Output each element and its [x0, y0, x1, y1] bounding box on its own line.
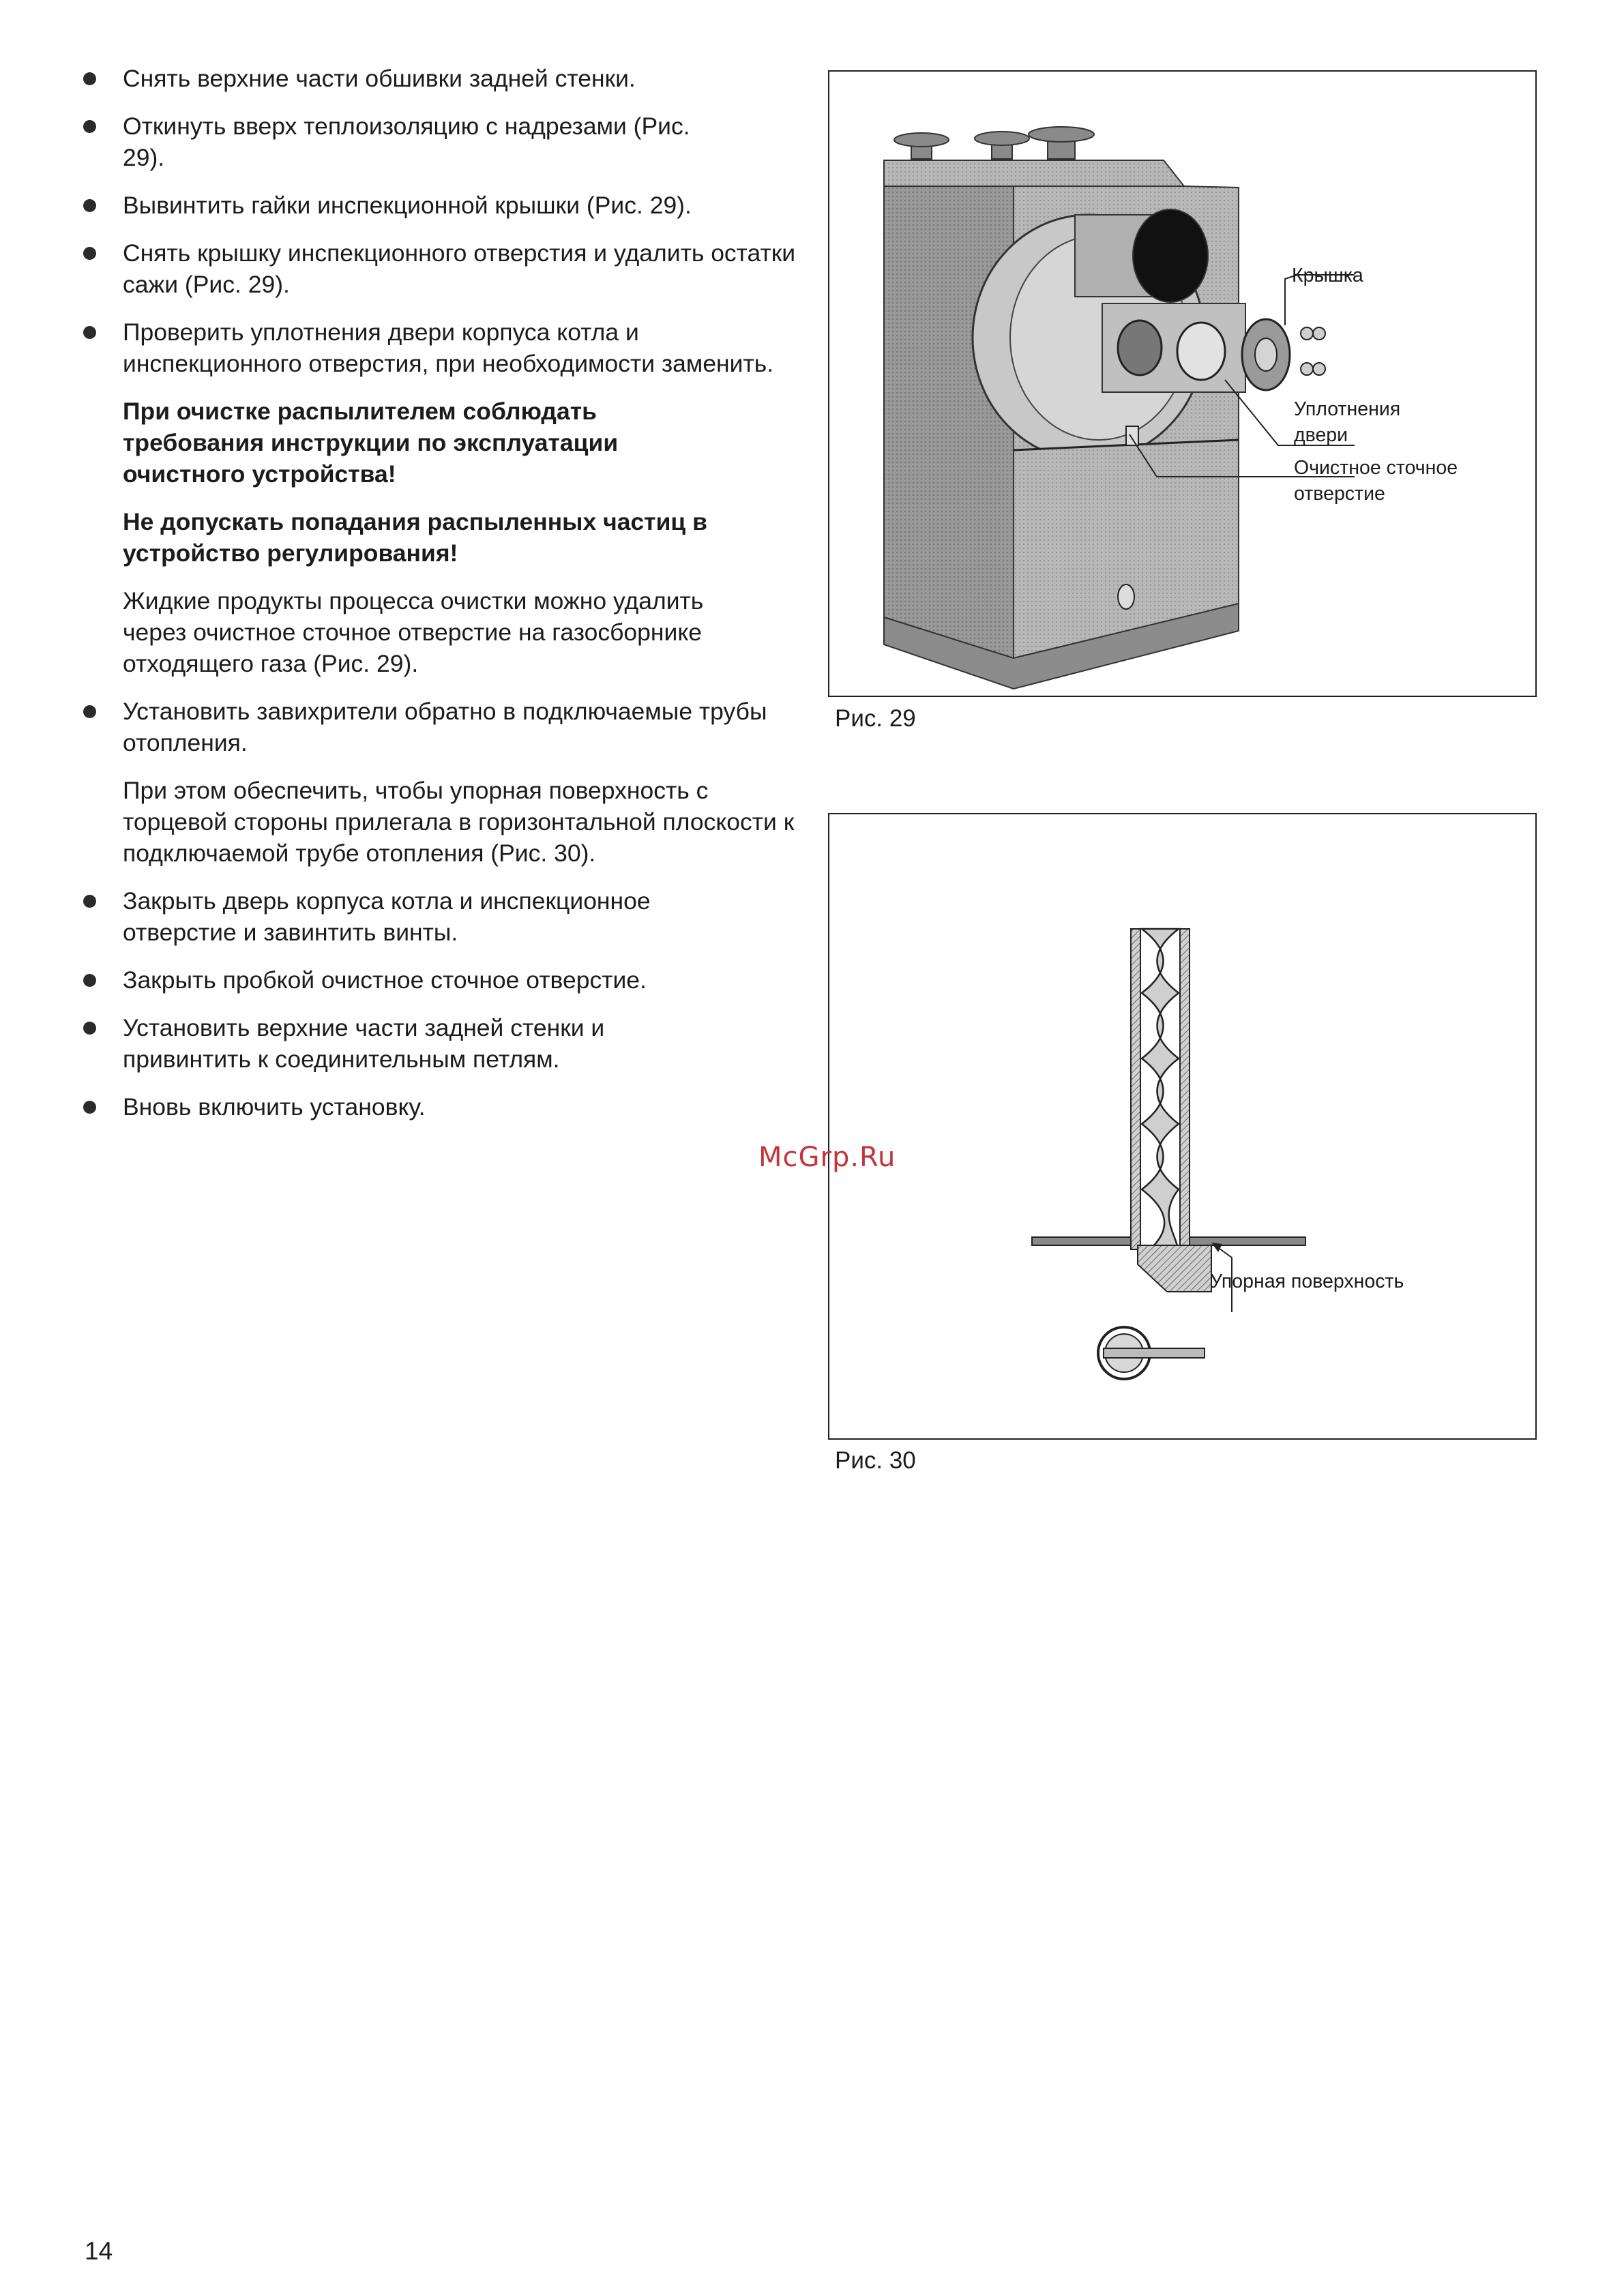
instructions-column: [80, 63, 796, 1139]
warning-spray-cleaning: При очистке распылителем соблюдать требования инструкции по эксплуатации очистного устройства!: [123, 398, 619, 488]
bullet-icon: [83, 247, 96, 260]
instruction-item: Закрыть пробкой очистное сточное отверстие.: [80, 964, 769, 996]
tube-plate-left: [1032, 1237, 1131, 1245]
watermark: McGrp.Ru: [758, 1142, 896, 1173]
bullet-icon: [83, 72, 96, 85]
instruction-item: Вновь включить установку.: [80, 1091, 769, 1123]
cover-nuts: [1301, 327, 1325, 375]
instruction-item: Проверить уплотнения двери корпуса котла и инспекционного отверстия, при необходимости заменить.: [80, 316, 791, 379]
turbulator-cross-section: [1098, 1327, 1205, 1379]
stop-plate: [1138, 1245, 1211, 1292]
bullet-icon: [83, 1101, 96, 1114]
bullet-icon: [83, 1022, 96, 1035]
tube-plate-right: [1190, 1237, 1305, 1245]
bullet-icon: [83, 974, 96, 987]
figure-30-caption: Рис. 30: [835, 1447, 916, 1474]
turbulator: [1142, 929, 1179, 1249]
label-door-seals-2: двери: [1294, 424, 1348, 446]
turbulator-illustration: [829, 814, 1535, 1438]
bullet-icon: [83, 895, 96, 908]
note-liquid-residue: Жидкие продукты процесса очистки можно удалить через очистное сточное отверстие на газосборнике отходящего газа (Рис. 29).: [123, 587, 704, 677]
label-cover: Крышка: [1292, 265, 1363, 286]
top-connections: [894, 127, 1094, 159]
instruction-item: Откинуть вверх теплоизоляцию с надрезами (Рис. 29).: [80, 110, 737, 173]
inspection-seal: [1177, 323, 1225, 380]
boiler-side-panel: [884, 186, 1014, 658]
instruction-item: Закрыть дверь корпуса котла и инспекционное отверстие и завинтить винты.: [80, 885, 737, 948]
boiler-illustration: [829, 72, 1535, 696]
label-stop-surface: Упорная поверхность: [1210, 1271, 1404, 1292]
figure-29: [828, 70, 1537, 697]
page-number: 14: [85, 2237, 113, 2265]
label-door-seals-1: Уплотнения: [1294, 398, 1401, 420]
warning-control-unit: Не допускать попадания распыленных частиц в устройство регулирования!: [123, 508, 707, 567]
bullet-icon: [83, 705, 96, 718]
bullet-icon: [83, 326, 96, 339]
boiler-top: [884, 160, 1184, 186]
bullet-icon: [83, 120, 96, 133]
instruction-item: Установить верхние части задней стенки и привинтить к соединительным петлям.: [80, 1012, 737, 1075]
bullet-icon: [83, 199, 96, 212]
instruction-item: Вывинтить гайки инспекционной крышки (Рис. 29).: [80, 190, 769, 221]
note-stop-surface: При этом обеспечить, чтобы упорная поверхность с торцевой стороны прилегала в горизонтальной плоскости к подключаемой трубе отопления (Рис. 30).: [123, 777, 795, 867]
pipe-wall-left: [1131, 929, 1140, 1249]
instruction-item: Снять крышку инспекционного отверстия и удалить остатки сажи (Рис. 29).: [80, 237, 805, 300]
inspection-opening: [1118, 321, 1162, 375]
label-drain-1: Очистное сточное: [1294, 457, 1458, 479]
instruction-item: Снять верхние части обшивки задней стенки.: [80, 63, 769, 94]
pipe-wall-right: [1180, 929, 1190, 1249]
instruction-item: Установить завихрители обратно в подключаемые трубы отопления.: [80, 696, 805, 758]
drain-plug: [1126, 426, 1138, 445]
figure-30: [828, 813, 1537, 1440]
figure-29-caption: Рис. 29: [835, 705, 916, 732]
label-drain-2: отверстие: [1294, 483, 1385, 505]
